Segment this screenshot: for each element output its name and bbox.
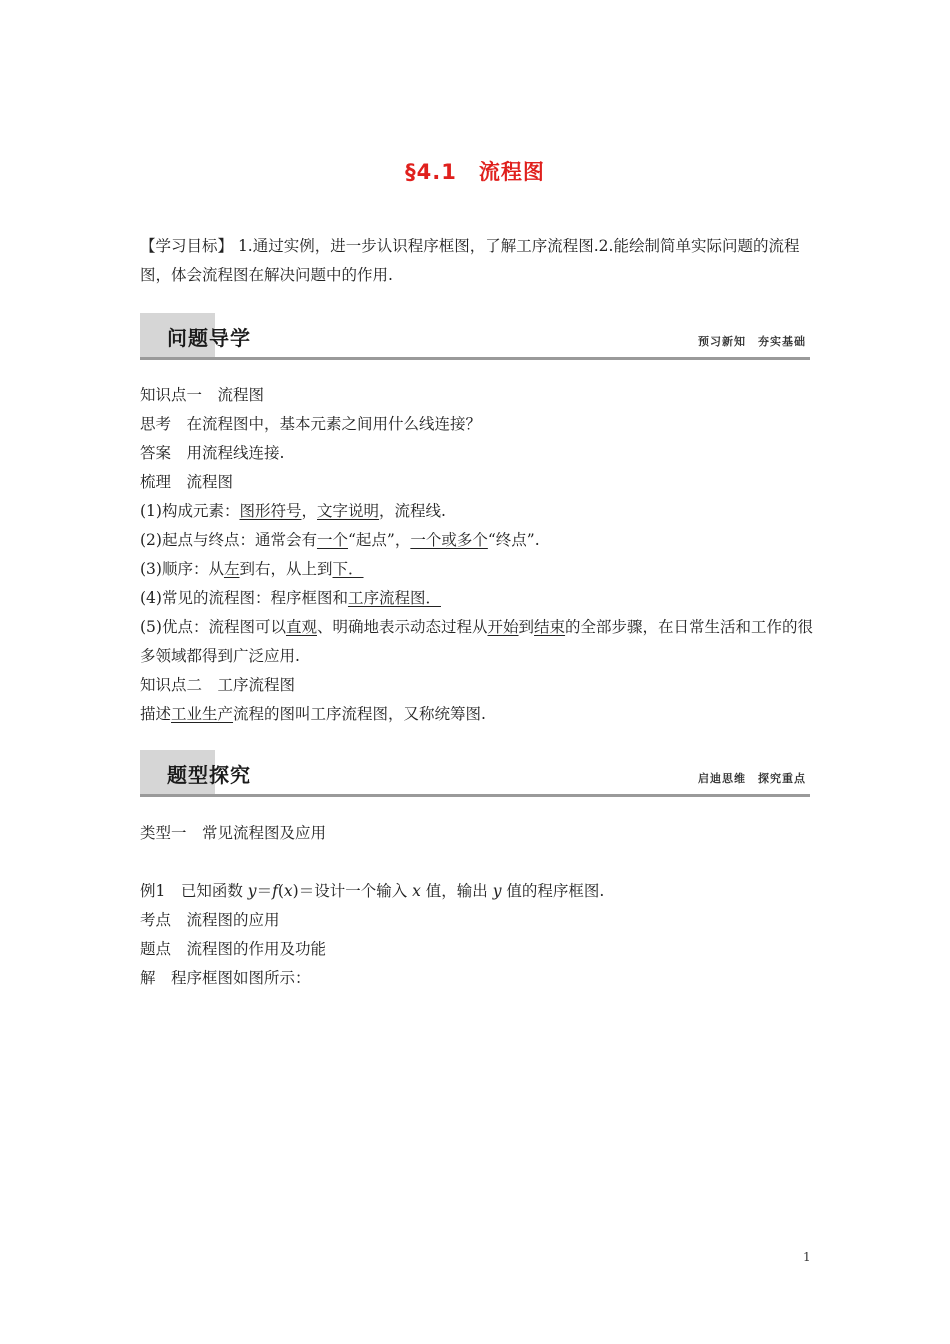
var: y xyxy=(492,882,502,900)
item-1 xyxy=(140,497,815,526)
blank-answer: 文字说明 xyxy=(317,502,380,520)
point: 考点 流程图的应用 xyxy=(140,911,280,929)
text: 值，输出 xyxy=(420,882,493,900)
blank-answer: 开始 xyxy=(487,618,519,636)
text: (2)起点与终点：通常会有 xyxy=(140,531,317,549)
blank-answer: 一个或多个 xyxy=(410,531,488,549)
var: x xyxy=(283,882,293,900)
text: ，流程线. xyxy=(379,502,446,520)
blank-answer: 下． xyxy=(332,560,364,578)
text: (5)优点：流程图可以 xyxy=(140,618,286,636)
item-4 xyxy=(140,584,815,613)
description xyxy=(140,700,815,729)
text: (4)常见的流程图：程序框图和 xyxy=(140,589,348,607)
page-number: 1 xyxy=(803,1250,811,1264)
text: 到 xyxy=(518,618,535,636)
knowledge-point-2: 知识点二 工序流程图 xyxy=(140,676,296,694)
text: “起点”， xyxy=(347,531,411,549)
knowledge-point-1: 知识点一 流程图 xyxy=(140,386,265,404)
section-heading: 题型探究 xyxy=(167,763,251,787)
knowledge-section xyxy=(140,381,815,729)
think-question: 思考 在流程图中，基本元素之间用什么线连接？ xyxy=(140,415,482,433)
goal-text: 1.通过实例，进一步认识程序框图，了解工序流程图.2.能绘制简单实际问题的流程图，体会流程图在解决问题中的作用. xyxy=(140,237,800,284)
text: 的全部步骤，在日常生活和工作的很多领域都得到广泛应用. xyxy=(140,618,814,665)
text: ＝ xyxy=(256,882,273,900)
text: )＝设计一个输入 xyxy=(292,882,413,900)
text: 到右，从上到 xyxy=(239,560,333,578)
text: 例1 已知函数 xyxy=(140,882,248,900)
section-tag: 启迪思维 探究重点 xyxy=(698,772,806,785)
spacer xyxy=(140,848,810,877)
var: f xyxy=(272,882,278,900)
text: (3)顺序：从 xyxy=(140,560,224,578)
section-tag: 预习新知 夯实基础 xyxy=(698,335,806,348)
blank-answer: 工序流程图． xyxy=(347,589,441,607)
var: x xyxy=(412,882,421,900)
topic: 题点 流程图的作用及功能 xyxy=(140,940,327,958)
text: ， xyxy=(301,502,317,520)
var: y xyxy=(247,882,257,900)
type-heading: 类型一 常见流程图及应用 xyxy=(140,824,327,842)
text: 值的程序框图. xyxy=(501,882,605,900)
answer: 答案 用流程线连接. xyxy=(140,444,285,462)
example-section xyxy=(140,819,810,993)
text: (1)构成元素： xyxy=(140,502,240,520)
blank-answer: 结束 xyxy=(534,618,566,636)
text: 流程的图叫工序流程图，又称统筹图. xyxy=(233,705,486,723)
text: 、明确地表示动态过程从 xyxy=(316,618,488,636)
item-5 xyxy=(140,613,815,671)
section-header-preview xyxy=(140,313,810,360)
solution: 解 程序框图如图所示： xyxy=(140,969,311,987)
text: 描述 xyxy=(140,705,172,723)
section-header-explore xyxy=(140,750,810,797)
goal-label: 【学习目标】 xyxy=(140,237,234,255)
sort-heading: 梳理 流程图 xyxy=(140,473,234,491)
blank-answer: 工业生产 xyxy=(171,705,234,723)
blank-answer: 左 xyxy=(223,560,240,578)
blank-answer: 图形符号 xyxy=(239,502,302,520)
page-title: §4.1 流程图 xyxy=(405,160,545,184)
blank-answer: 直观 xyxy=(285,618,317,636)
section-heading: 问题导学 xyxy=(167,326,251,350)
example-1 xyxy=(140,877,810,906)
blank-answer: 一个 xyxy=(316,531,348,549)
text: “终点”. xyxy=(487,531,540,549)
text: ( xyxy=(277,882,284,900)
item-3 xyxy=(140,555,815,584)
item-2 xyxy=(140,526,815,555)
learning-goals xyxy=(140,232,812,290)
